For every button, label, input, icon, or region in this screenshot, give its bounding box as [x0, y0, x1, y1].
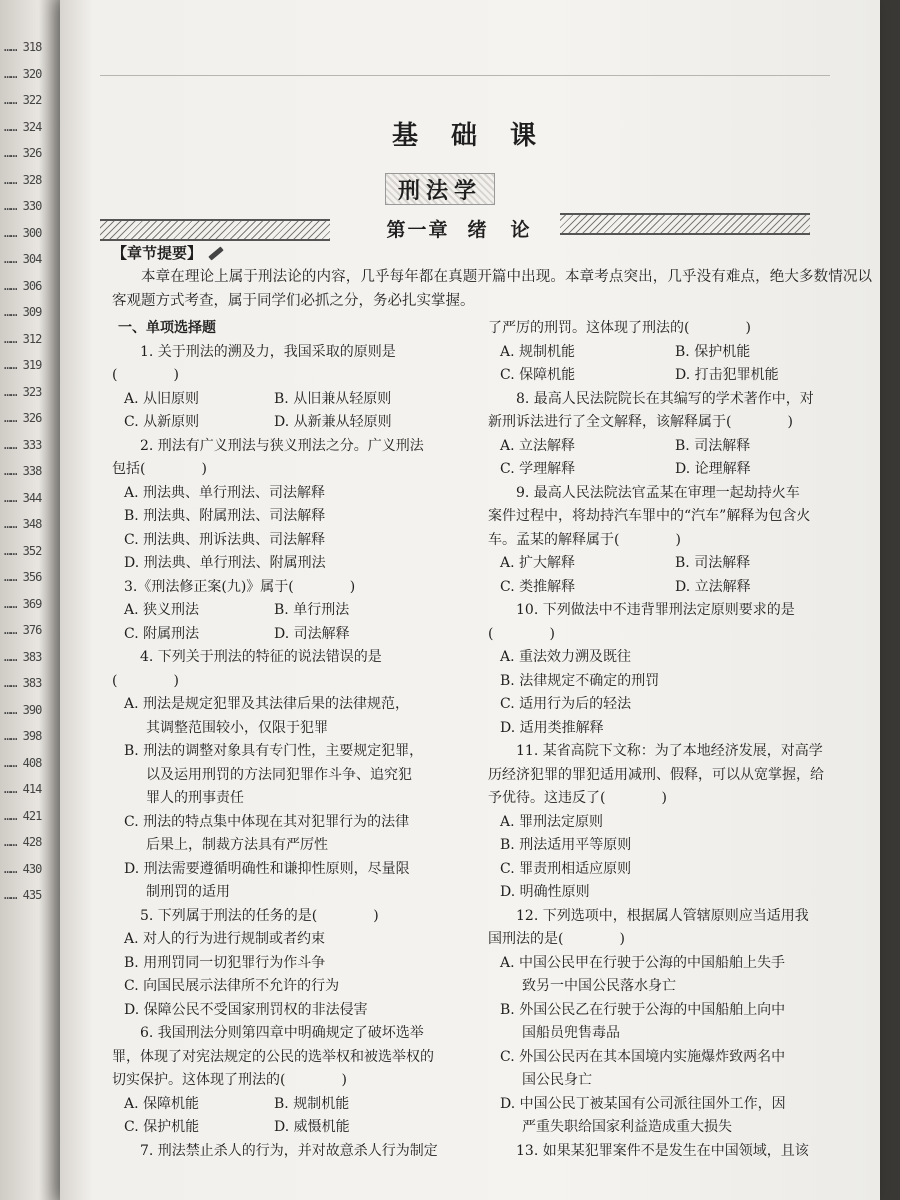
previous-page-number: …… 322 — [4, 93, 42, 107]
previous-page-number: …… 323 — [4, 384, 42, 399]
subject-title: 刑法学 — [385, 173, 495, 205]
previous-page-number: …… 398 — [4, 729, 42, 743]
summary-text: 本章在理论上属于刑法论的内容，几乎每年都在真题开篇中出现。本章考点突出，几乎没有难点，绝大多数情况以客观题方式考查，属于同学们必抓之分，务必扎实掌握。 — [112, 269, 872, 309]
previous-page-number: …… 356 — [4, 570, 42, 584]
option-text: B. 法律规定不确定的刑罚 — [500, 672, 660, 689]
option-text: A. 刑法是规定犯罪及其法律后果的法律规范， — [124, 696, 410, 712]
previous-page-number: …… 328 — [4, 172, 42, 187]
course-title: 基 础 课 — [391, 121, 549, 151]
previous-page-number: …… 390 — [4, 702, 42, 717]
previous-page-number: …… 304 — [4, 252, 42, 266]
option-text: B. 从旧兼从轻原则 — [274, 390, 392, 407]
question-continuation: 历经济犯罪的罪犯适用减刑、假释，可以从宽掌握，给 — [488, 766, 824, 783]
option-pair — [112, 599, 462, 623]
previous-page-number: …… 352 — [4, 543, 42, 558]
header-rule — [100, 75, 830, 76]
option-text: A. 狭义刑法 — [124, 602, 200, 618]
question-line: 8. 最高人民法院院长在其编写的学术著作中，对 — [516, 390, 814, 407]
option-text: A. 扩大解释 — [500, 555, 576, 571]
option-continuation: 国公民身亡 — [522, 1072, 592, 1088]
question-continuation: 案件过程中，将劫持汽车罪中的“汽车”解释为包含火 — [488, 508, 811, 524]
option-pair — [112, 411, 462, 435]
question-continuation: 切实保护。这体现了刑法的( ) — [112, 1072, 347, 1088]
previous-page-number: …… 320 — [4, 66, 42, 81]
previous-page-number: …… 326 — [4, 146, 42, 160]
option-text: D. 从新兼从轻原则 — [274, 414, 392, 430]
question-continuation: 国刑法的是( ) — [488, 931, 625, 947]
previous-page-number: …… 330 — [4, 199, 42, 213]
option-text: C. 罪责刑相适应原则 — [500, 860, 632, 877]
chapter-number: 第一章 — [386, 219, 450, 241]
previous-page-number: …… 430 — [4, 861, 42, 876]
option-text: C. 类推解释 — [500, 578, 576, 595]
option-text: A. 立法解释 — [500, 437, 576, 454]
option-pair — [488, 552, 850, 576]
option-text: C. 向国民展示法律所不允许的行为 — [124, 978, 340, 994]
previous-page-number: …… 376 — [4, 623, 42, 637]
previous-page-number: …… 306 — [4, 278, 42, 293]
option-pair — [488, 458, 850, 482]
option-continuation: 国船员兜售毒品 — [522, 1025, 620, 1041]
question-line: 7. 刑法禁止杀人的行为，并对故意杀人行为制定 — [140, 1142, 438, 1159]
option-continuation: 后果上，制裁方法具有严厉性 — [146, 837, 328, 853]
previous-page-number: …… 383 — [4, 649, 42, 664]
previous-page-number: …… 326 — [4, 411, 42, 425]
book-page — [60, 0, 880, 1200]
question-continuation: 罪，体现了对宪法规定的公民的选举权和被选举权的 — [112, 1048, 434, 1065]
option-text: B. 用刑罚同一切犯罪行为作斗争 — [124, 954, 326, 971]
previous-page-number: …… 428 — [4, 835, 42, 849]
option-continuation: 罪人的刑事责任 — [146, 790, 244, 806]
option-text: B. 刑法典、附属刑法、司法解释 — [124, 508, 326, 524]
previous-page-number: …… 369 — [4, 596, 42, 611]
option-text: B. 刑法适用平等原则 — [500, 837, 632, 853]
option-pair — [112, 623, 462, 647]
option-continuation: 其调整范围较小，仅限于犯罪 — [146, 719, 328, 736]
summary-heading — [112, 242, 224, 263]
option-text: B. 司法解释 — [675, 437, 751, 454]
question-line: 13. 如果某犯罪案件不是发生在中国领域，且该 — [516, 1142, 809, 1159]
option-text: D. 论理解释 — [675, 461, 751, 477]
question-line: 4. 下列关于刑法的特征的说法错误的是 — [140, 649, 382, 665]
chapter-title — [320, 215, 620, 242]
question-continuation: 车。孟某的解释属于( ) — [488, 531, 681, 548]
option-text: C. 从新原则 — [124, 414, 200, 430]
option-continuation: 严重失职给国家利益造成重大损失 — [522, 1119, 732, 1135]
question-continuation: 予优待。这违反了( ) — [488, 790, 667, 806]
question-line: 5. 下列属于刑法的任务的是( ) — [140, 907, 379, 924]
question-line: 1. 关于刑法的溯及力，我国采取的原则是 — [140, 343, 396, 360]
chapter-rule-left — [100, 219, 330, 241]
option-text: A. 刑法典、单行刑法、司法解释 — [124, 484, 326, 501]
option-text: A. 从旧原则 — [124, 390, 200, 407]
option-continuation: 制刑罚的适用 — [146, 884, 230, 900]
option-text: A. 保障机能 — [124, 1095, 200, 1112]
option-text: C. 外国公民丙在其本国境内实施爆炸致两名中 — [500, 1048, 786, 1065]
question-continuation: ( ) — [488, 625, 555, 642]
previous-page-number: …… 309 — [4, 305, 42, 319]
option-text: 3.《刑法修正案(九)》属于( ) — [124, 578, 356, 595]
previous-page-number: …… 324 — [4, 119, 42, 134]
option-text: C. 适用行为后的轻法 — [500, 696, 632, 712]
option-text: D. 适用类推解释 — [500, 719, 604, 736]
option-pair — [488, 364, 850, 388]
previous-page-number: …… 300 — [4, 225, 42, 240]
option-text: A. 规制机能 — [500, 343, 576, 360]
chapter-name: 绪论 — [467, 219, 554, 241]
option-text: A. 中国公民甲在行驶于公海的中国船舶上失手 — [500, 954, 786, 971]
option-continuation: 致另一中国公民落水身亡 — [522, 978, 676, 994]
summary-heading-text: 【章节提要】 — [112, 244, 203, 262]
option-text: D. 刑法需要遵循明确性和谦抑性原则，尽量限 — [124, 860, 410, 877]
option-text: B. 司法解释 — [675, 555, 751, 571]
previous-page-number: …… 319 — [4, 358, 42, 372]
previous-page-number: …… 318 — [4, 40, 42, 54]
option-continuation: 以及运用刑罚的方法同犯罪作斗争、追究犯 — [146, 766, 412, 783]
option-text: B. 刑法的调整对象具有专门性，主要规定犯罪， — [124, 743, 424, 759]
previous-page-number: …… 338 — [4, 464, 42, 478]
previous-page-number: …… 348 — [4, 517, 42, 531]
option-text: A. 对人的行为进行规制或者约束 — [124, 931, 326, 947]
previous-page-number: …… 383 — [4, 676, 42, 690]
question-continuation: 新刑诉法进行了全文解释，该解释属于( ) — [488, 414, 793, 430]
option-text: B. 规制机能 — [274, 1095, 350, 1112]
left-column — [112, 317, 462, 1163]
question-continuation: ( ) — [112, 672, 179, 689]
previous-page-number: …… 421 — [4, 808, 42, 823]
option-text: D. 保障公民不受国家刑罚权的非法侵害 — [124, 1001, 368, 1018]
question-line: 2. 刑法有广义刑法与狭义刑法之分。广义刑法 — [140, 437, 424, 454]
option-text: D. 打击犯罪机能 — [675, 367, 779, 383]
option-pair — [112, 388, 462, 412]
option-pair — [112, 1116, 462, 1140]
option-text: B. 单行刑法 — [274, 602, 350, 618]
option-pair — [488, 576, 850, 600]
option-pair — [112, 1093, 462, 1117]
previous-page-number: …… 408 — [4, 755, 42, 770]
option-pair — [488, 435, 850, 459]
question-continuation: 了严厉的刑罚。这体现了刑法的( ) — [488, 320, 751, 336]
previous-page-number: …… 344 — [4, 490, 42, 505]
option-text: D. 刑法典、单行刑法、附属刑法 — [124, 555, 326, 571]
option-pair — [488, 341, 850, 365]
previous-page-number: …… 435 — [4, 888, 42, 902]
question-line: 11. 某省高院下文称：为了本地经济发展，对高学 — [516, 743, 823, 759]
option-text: C. 附属刑法 — [124, 625, 200, 642]
question-line: 12. 下列选项中，根据属人管辖原则应当适用我 — [516, 907, 809, 924]
pencil-icon — [208, 246, 223, 260]
option-text: D. 中国公民丁被某国有公司派往国外工作，因 — [500, 1095, 786, 1112]
option-text: D. 立法解释 — [675, 578, 751, 595]
option-text: A. 罪刑法定原则 — [500, 813, 604, 830]
previous-page-number: …… 333 — [4, 437, 42, 452]
right-column — [488, 317, 850, 1163]
option-text: C. 保障机能 — [500, 367, 576, 383]
question-continuation: 包括( ) — [112, 461, 207, 477]
previous-page-number: …… 312 — [4, 331, 42, 346]
question-continuation: ( ) — [112, 367, 179, 383]
option-text: D. 威慑机能 — [274, 1119, 350, 1135]
question-line: 9. 最高人民法院法官孟某在审理一起劫持火车 — [516, 484, 800, 501]
question-line: 10. 下列做法中不违背罪刑法定原则要求的是 — [516, 602, 795, 618]
section-title: 一、单项选择题 — [118, 320, 216, 336]
option-text: D. 司法解释 — [274, 625, 350, 642]
previous-page-number: …… 414 — [4, 782, 42, 796]
option-text: C. 学理解释 — [500, 461, 576, 477]
option-text: C. 刑法典、刑诉法典、司法解释 — [124, 531, 326, 548]
option-text: B. 外国公民乙在行驶于公海的中国船舶上向中 — [500, 1001, 786, 1018]
option-text: A. 重法效力溯及既往 — [500, 649, 632, 665]
option-text: C. 保护机能 — [124, 1119, 200, 1135]
question-line: 6. 我国刑法分则第四章中明确规定了破坏选举 — [140, 1025, 424, 1041]
option-text: D. 明确性原则 — [500, 884, 590, 900]
option-text: B. 保护机能 — [675, 343, 751, 360]
option-text: C. 刑法的特点集中体现在其对犯罪行为的法律 — [124, 813, 410, 830]
